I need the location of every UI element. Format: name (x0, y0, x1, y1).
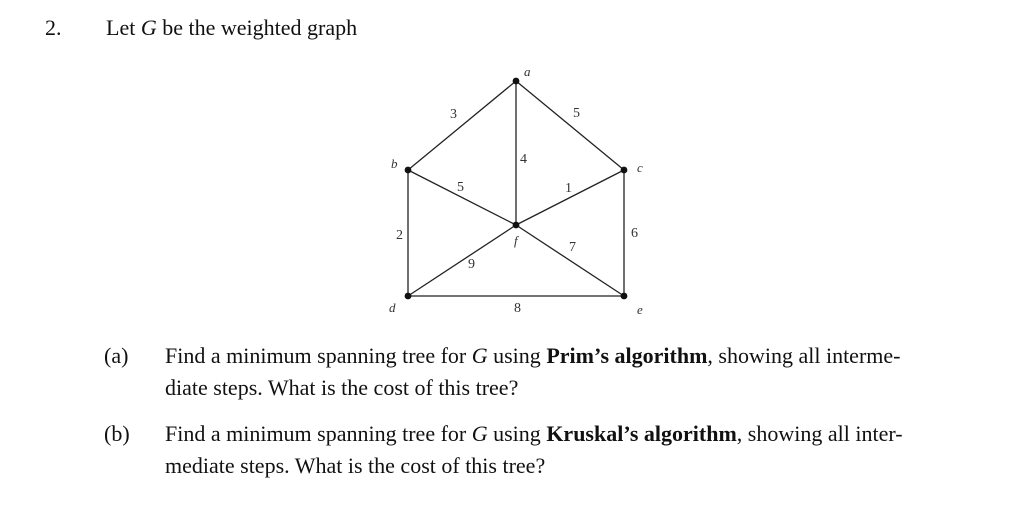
edge-c-f (516, 170, 624, 225)
vertex-label-a: a (524, 64, 531, 79)
edge-e-f (516, 225, 624, 296)
problem-number: 2. (45, 15, 62, 40)
vertex-e (621, 293, 628, 300)
vertex-b (405, 167, 412, 174)
vertex-label-b: b (391, 156, 398, 171)
weight-c-e: 6 (631, 226, 638, 241)
part-b-graph-var: G (471, 421, 488, 446)
part-b-label: (b) (104, 421, 130, 446)
edge-d-f (408, 225, 516, 296)
vertex-label-f: f (514, 233, 518, 248)
edge-weight-layer (396, 106, 638, 316)
weight-a-b: 3 (450, 107, 457, 122)
part-a-algorithm-name: Prim’s algorithm (546, 343, 708, 368)
part-b-line-2: mediate steps. What is the cost of this tree? (165, 453, 546, 478)
edge-b-f (408, 170, 516, 225)
weight-c-f: 1 (565, 181, 572, 196)
part-b-text-mid: using (487, 421, 547, 446)
part-b-text-before: Find a minimum spanning tree for (165, 421, 472, 446)
weight-b-f: 5 (457, 180, 464, 195)
vertex-f (513, 222, 520, 229)
part-a-label: (a) (104, 343, 129, 368)
vertex-a (513, 78, 520, 85)
vertex-c (621, 167, 628, 174)
weight-b-d: 2 (396, 228, 403, 243)
weight-a-c: 5 (573, 106, 580, 121)
vertex-label-e: e (637, 302, 643, 317)
part-a-line-2: diate steps. What is the cost of this tree? (165, 375, 519, 400)
part-b-text-after: , showing all inter- (736, 421, 903, 446)
vertex-d (405, 293, 412, 300)
edge-layer (408, 81, 624, 296)
problem-intro-before: Let (106, 15, 141, 40)
weight-a-f: 4 (520, 152, 527, 167)
part-a-text-before: Find a minimum spanning tree for (165, 343, 472, 368)
part-a-text-mid: using (487, 343, 547, 368)
part-b-algorithm-name: Kruskal’s algorithm (546, 421, 737, 446)
problem-intro-var: G (140, 15, 157, 40)
vertex-label-c: c (637, 160, 643, 175)
vertex-label-d: d (389, 300, 396, 315)
problem-intro-after: be the weighted graph (156, 15, 358, 40)
weight-e-f: 7 (569, 240, 576, 255)
part-a (104, 340, 984, 404)
edge-a-b (408, 81, 516, 170)
edge-a-c (516, 81, 624, 170)
weight-d-e: 8 (514, 301, 521, 316)
part-a-text-after: , showing all interme- (707, 343, 901, 368)
weight-d-f: 9 (468, 257, 475, 272)
part-a-line-1 (165, 340, 984, 372)
part-b (104, 418, 984, 482)
part-b-line-1 (165, 418, 984, 450)
part-a-graph-var: G (471, 343, 488, 368)
